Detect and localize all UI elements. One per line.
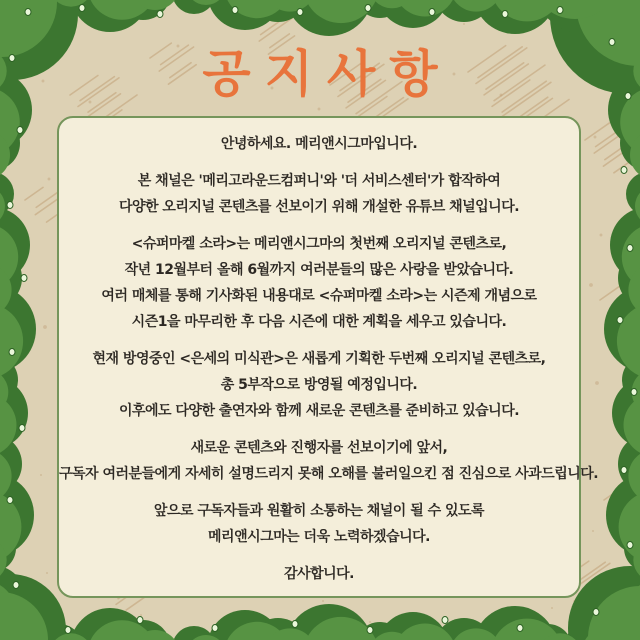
notice-line: 현재 방영중인 <은세의 미식관>은 새롭게 기획한 두번째 오리지널 콘텐츠로, xyxy=(92,351,546,367)
page-title: 공지사항 xyxy=(202,44,452,103)
notice-line: 구독자 여러분들에게 자세히 설명드리지 못해 오해를 불러일으킨 점 진심으로 사과드립니다. xyxy=(59,466,599,482)
notice-paragraph xyxy=(59,498,579,550)
notice-line: 안녕하세요. 메리앤시그마입니다. xyxy=(220,136,418,152)
notice-line: 감사합니다. xyxy=(284,566,354,582)
notice-line: 작년 12월부터 올해 6월까지 여러분들의 많은 사랑을 받았습니다. xyxy=(124,262,514,278)
notice-line: 총 5부작으로 방영될 예정입니다. xyxy=(220,377,418,393)
notice-line: 새로운 콘텐츠와 진행자를 선보이기에 앞서, xyxy=(190,440,448,456)
notice-line: 앞으로 구독자들과 원활히 소통하는 채널이 될 수 있도록 xyxy=(153,503,485,519)
notice-paragraph xyxy=(59,346,579,424)
notice-body xyxy=(59,118,599,598)
notice-paragraph xyxy=(59,168,579,220)
notice-line: 시즌1을 마무리한 후 다음 시즌에 대한 계획을 세우고 있습니다. xyxy=(131,314,507,330)
notice-line: 여러 매체를 통해 기사화된 내용대로 <슈퍼마켙 소라>는 시즌제 개념으로 xyxy=(101,288,537,304)
notice-line: 이후에도 다양한 출연자와 함께 새로운 콘텐츠를 준비하고 있습니다. xyxy=(118,403,520,419)
notice-paragraph xyxy=(59,435,599,487)
notice-line: 메리앤시그마는 더욱 노력하겠습니다. xyxy=(208,529,430,545)
notice-paragraph xyxy=(59,131,579,157)
notice-line: 본 채널은 '메리고라운드컴퍼니'와 '더 서비스센터'가 합작하여 xyxy=(137,173,501,189)
notice-line: <슈퍼마켙 소라>는 메리앤시그마의 첫번째 오리지널 콘텐츠로, xyxy=(131,236,507,252)
notice-card xyxy=(57,116,599,598)
notice-paragraph xyxy=(59,561,579,587)
notice-line: 다양한 오리지널 콘텐츠를 선보이기 위해 개설한 유튜브 채널입니다. xyxy=(118,199,520,215)
notice-paragraph xyxy=(59,231,579,335)
